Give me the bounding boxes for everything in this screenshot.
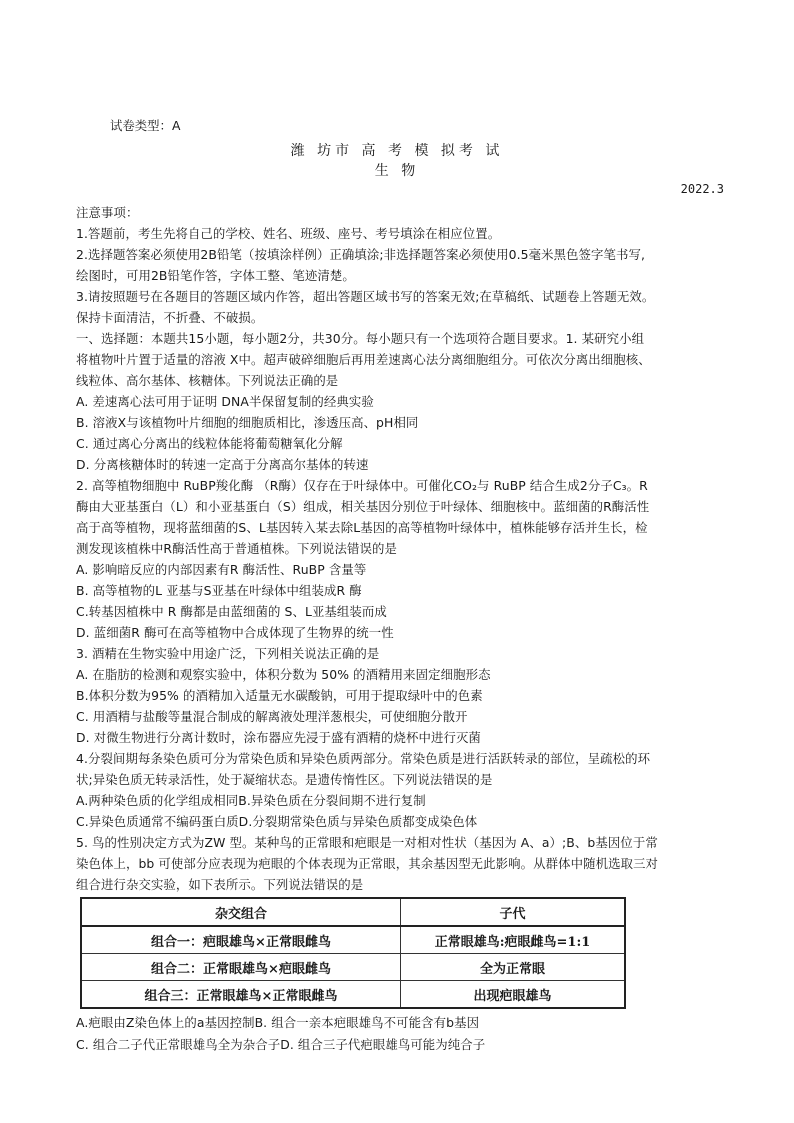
table-cell: 出现疤眼雄鸟 bbox=[401, 981, 626, 1009]
table-cell: 组合一：疤眼雄鸟×正常眼雌鸟 bbox=[81, 926, 401, 954]
table-row bbox=[81, 981, 625, 1009]
exam-date: 2022.3 bbox=[680, 182, 724, 196]
table-cell: 组合三：正常眼雄鸟×正常眼雌鸟 bbox=[81, 981, 401, 1009]
option-line: A.疤眼由Z染色体上的a基因控制B. 组合一亲本疤眼雄鸟不可能含有b基因 bbox=[76, 1015, 480, 1030]
table-header-row bbox=[81, 898, 625, 926]
notice-line: 3.请按照题号在各题目的答题区域内作答，超出答题区域书写的答案无效;在草稿纸、试题卷上答题无效。 bbox=[76, 289, 655, 304]
table-header-offspring: 子代 bbox=[401, 898, 626, 926]
subject-title: 生 物 bbox=[374, 163, 420, 179]
table-header-cross: 杂交组合 bbox=[81, 898, 401, 926]
table-cell: 正常眼雄鸟:疤眼雌鸟=1:1 bbox=[401, 926, 626, 954]
option-line: C.转基因植株中 R 酶都是由蓝细菌的 S、L亚基组装而成 bbox=[76, 604, 387, 619]
question-line: 高于高等植物，现将蓝细菌的S、L基因转入某去除L基因的高等植物叶绿体中，植株能够存活并生长，检 bbox=[76, 520, 648, 535]
question-line: 将植物叶片置于适量的溶液 X中。超声破碎细胞后再用差速离心法分离细胞组分。可依次分离出细胞核、 bbox=[76, 352, 651, 367]
option-line: C. 用酒精与盐酸等量混合制成的解离液处理洋葱根尖，可使细胞分散开 bbox=[76, 709, 468, 724]
question-line: 测发现该植株中R酶活性高于普通植株。下列说法错误的是 bbox=[76, 541, 397, 556]
table-row bbox=[81, 954, 625, 981]
question-line: 线粒体、高尔基体、核糖体。下列说法正确的是 bbox=[76, 373, 339, 388]
exam-title: 潍 坊市 高 考 模 拟考 试 bbox=[290, 143, 504, 159]
option-line: A. 差速离心法可用于证明 DNA半保留复制的经典实验 bbox=[76, 394, 374, 409]
question-line: 组合进行杂交实验，如下表所示。下列说法错误的是 bbox=[76, 877, 364, 892]
notice-heading: 注意事项： bbox=[76, 205, 139, 220]
option-line: C. 组合二子代正常眼雄鸟全为杂合子D. 组合三子代疤眼雄鸟可能为纯合子 bbox=[76, 1037, 486, 1052]
question-line: 染色体上，bb 可使部分应表现为疤眼的个体表现为正常眼，其余基因型无此影响。从群体中随机选取三对 bbox=[76, 856, 659, 871]
question-line: 酶由大亚基蛋白（L）和小亚基蛋白（S）组成，相关基因分别位于叶绿体、细胞核中。蓝细菌的R酶活性 bbox=[76, 499, 650, 514]
option-line: D. 蓝细菌R 酶可在高等植物中合成体现了生物界的统一性 bbox=[76, 625, 394, 640]
option-line: A. 在脂肪的检测和观察实验中，体积分数为 50% 的酒精用来固定细胞形态 bbox=[76, 667, 491, 682]
option-line: C.异染色质通常不编码蛋白质D.分裂期常染色质与异染色质都变成染色体 bbox=[76, 814, 478, 829]
question-line: 一、选择题：本题共15小题，每小题2分，共30分。每小题只有一个选项符合题目要求。1. 某研究小组 bbox=[76, 331, 645, 346]
option-line: A.两种染色质的化学组成相同B.异染色质在分裂间期不进行复制 bbox=[76, 793, 426, 808]
question-line: 状;异染色质无转录活性，处于凝缩状态。是遗传惰性区。下列说法错误的是 bbox=[76, 772, 493, 787]
notice-line: 2.选择题答案必须使用2B铅笔（按填涂样例）正确填涂;非选择题答案必须使用0.5毫米黑色签字笔书写, bbox=[76, 247, 646, 262]
option-line: D. 分离核糖体时的转速一定高于分离高尔基体的转速 bbox=[76, 457, 369, 472]
option-line: C. 通过离心分离出的线粒体能将葡萄糖氧化分解 bbox=[76, 436, 343, 451]
paper-type: 试卷类型：A bbox=[110, 118, 181, 133]
question-line: 4.分裂间期每条染色质可分为常染色质和异染色质两部分。常染色质是进行活跃转录的部位，呈疏松的环 bbox=[76, 751, 651, 766]
option-line: D. 对微生物进行分离计数时，涂布器应先浸于盛有酒精的烧杯中进行灭菌 bbox=[76, 730, 481, 745]
question-line: 5. 鸟的性别决定方式为ZW 型。某种鸟的正常眼和疤眼是一对相对性状（基因为 A、a）;B、b基因位于常 bbox=[76, 835, 658, 850]
table-cell: 全为正常眼 bbox=[401, 954, 626, 981]
table-row bbox=[81, 926, 625, 954]
table-cell: 组合二：正常眼雄鸟×疤眼雌鸟 bbox=[81, 954, 401, 981]
option-line: B. 高等植物的L 亚基与S亚基在叶绿体中组装成R 酶 bbox=[76, 583, 362, 598]
question-line: 2. 高等植物细胞中 RuBP羧化酶 （R酶）仅存在于叶绿体中。可催化CO₂与 RuBP 结合生成2分子C₃。R bbox=[76, 478, 648, 493]
question-line: 3. 酒精在生物实验中用途广泛，下列相关说法正确的是 bbox=[76, 646, 380, 661]
option-line: A. 影响暗反应的内部因素有R 酶活性、RuBP 含量等 bbox=[76, 562, 367, 577]
option-line: B.体积分数为95% 的酒精加入适量无水碳酸钠，可用于提取绿叶中的色素 bbox=[76, 688, 483, 703]
notice-line: 保持卡面清洁，不折叠、不破损。 bbox=[76, 310, 264, 325]
notice-line: 1.答题前，考生先将自己的学校、姓名、班级、座号、考号填涂在相应位置。 bbox=[76, 226, 501, 241]
option-line: B. 溶液X与该植物叶片细胞的细胞质相比，渗透压高、pH相同 bbox=[76, 415, 419, 430]
notice-line: 绘图时，可用2B铅笔作答，字体工整、笔迹清楚。 bbox=[76, 268, 355, 283]
cross-table bbox=[80, 897, 626, 1009]
